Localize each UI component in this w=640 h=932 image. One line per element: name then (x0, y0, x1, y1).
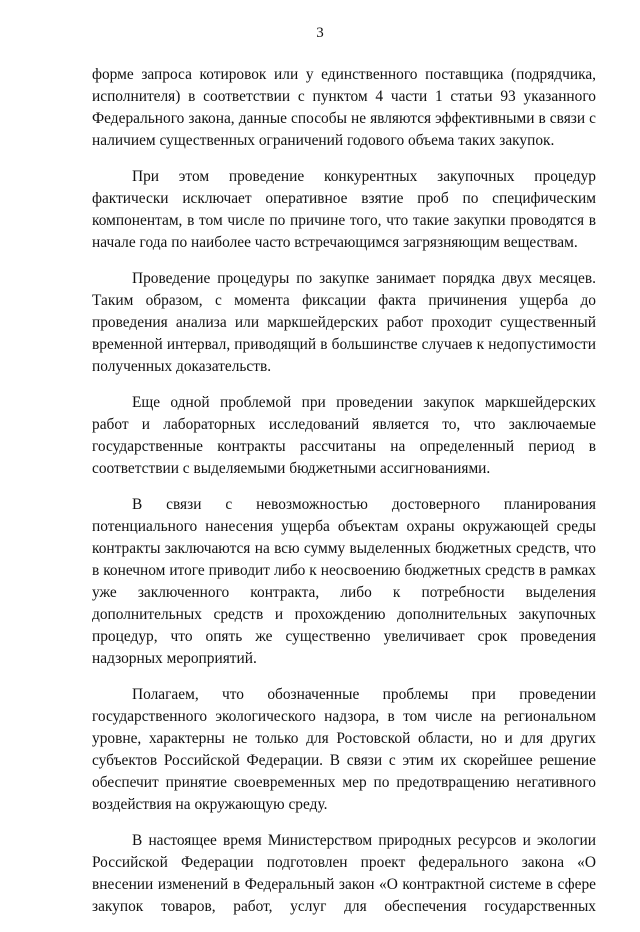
paragraph-5: В связи с невозможностью достоверного планирования потенциального нанесения ущерба объектам охраны окружающей среды контракты заключаются на всю сумму выделенных бюджетных средств, что в конечном итоге приводит либо к неосвоению бюджетных средств в рамках уже заключенного контракта, либо к потребности выделения дополнительных средств и прохождению дополнительных закупочных процедур, что опять же существенно увеличивает срок проведения надзорных мероприятий. (92, 496, 596, 667)
paragraph-4: Еще одной проблемой при проведении закупок маркшейдерских работ и лабораторных исследований является то, что заключаемые государственные контракты рассчитаны на определенный период в соответствии с выделяемыми бюджетными ассигнованиями. (92, 394, 596, 477)
paragraph-2: При этом проведение конкурентных закупочных процедур фактически исключает оперативное взятие проб по специфическим компонентам, в том числе по причине того, что такие закупки проводятся в начале года по наиболее часто встречающимся загрязняющим веществам. (92, 168, 596, 251)
paragraph-1: форме запроса котировок или у единственного поставщика (подрядчика, исполнителя) в соответствии с пунктом 4 части 1 статьи 93 указанного Федерального закона, данные способы не являются эффективными в связи с наличием существенных ограничений годового объема таких закупок. (92, 66, 596, 149)
paragraph-6: Полагаем, что обозначенные проблемы при проведении государственного экологического надзора, в том числе на региональном уровне, характерны не только для Ростовской области, но и для других субъектов Российской Федерации. В связи с этим их скорейшее решение обеспечит принятие своевременных мер по предотвращению негативного воздействия на окружающую среду. (92, 686, 596, 813)
paragraph-7: В настоящее время Министерством природных ресурсов и экологии Российской Федерации подготовлен проект федерального закона «О внесении изменений в Федеральный закон «О контрактной системе в сфере закупок товаров, работ, услуг для обеспечения государственных (92, 832, 596, 915)
document-body (92, 64, 596, 932)
page-number: 3 (316, 25, 324, 41)
paragraph-3: Проведение процедуры по закупке занимает порядка двух месяцев. Таким образом, с момента фиксации факта причинения ущерба до проведения анализа или маркшейдерских работ проходит существенный временной интервал, приводящий в большинстве случаев к недопустимости полученных доказательств. (92, 270, 596, 375)
